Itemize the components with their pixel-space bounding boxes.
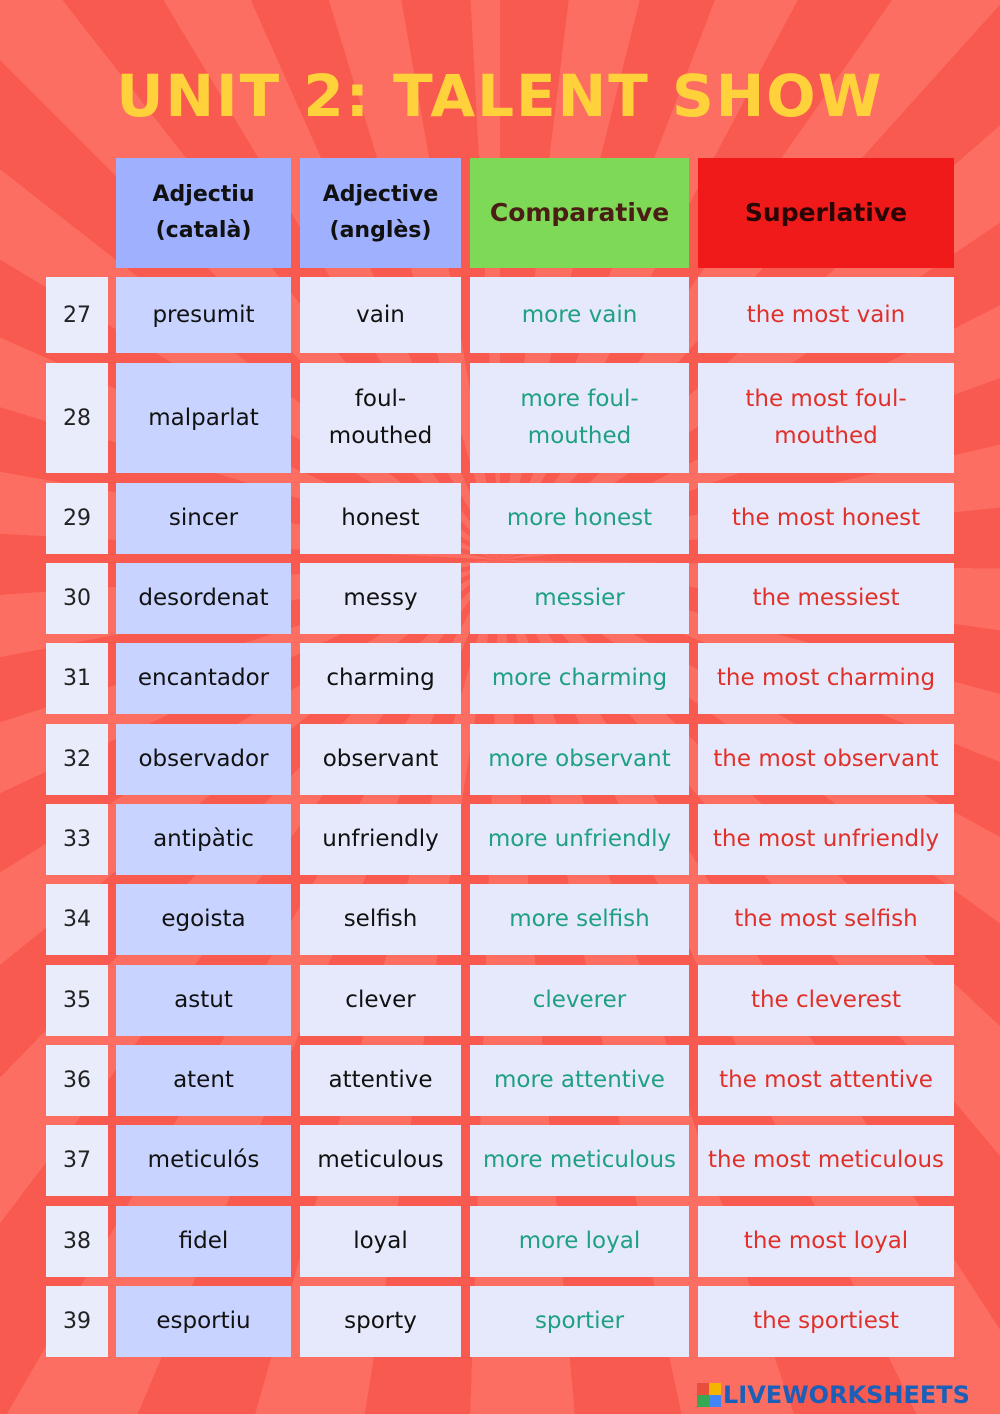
cell-num: 39 xyxy=(46,1286,108,1357)
cell-comparative: more foul-mouthed xyxy=(470,363,689,473)
cell-comparative: more loyal xyxy=(470,1206,689,1277)
cell-catalan: esportiu xyxy=(116,1286,291,1357)
cell-num: 31 xyxy=(46,643,108,714)
cell-catalan: antipàtic xyxy=(116,804,291,875)
cell-comparative: more observant xyxy=(470,724,689,795)
cell-superlative: the sportiest xyxy=(698,1286,954,1357)
cell-comparative: more charming xyxy=(470,643,689,714)
cell-comparative: more vain xyxy=(470,277,689,353)
cell-superlative: the most meticulous xyxy=(698,1125,954,1196)
cell-superlative: the most observant xyxy=(698,724,954,795)
cell-catalan: desordenat xyxy=(116,563,291,634)
cell-english: observant xyxy=(300,724,461,795)
brand-text: LIVEWORKSHEETS xyxy=(723,1381,970,1409)
header-english-line2: (anglès) xyxy=(329,218,432,243)
cell-superlative: the most attentive xyxy=(698,1045,954,1116)
cell-catalan: astut xyxy=(116,965,291,1036)
cell-comparative: messier xyxy=(470,563,689,634)
cell-num: 28 xyxy=(46,363,108,473)
cell-num: 32 xyxy=(46,724,108,795)
cell-catalan: malparlat xyxy=(116,363,291,473)
cell-english: clever xyxy=(300,965,461,1036)
cell-catalan: observador xyxy=(116,724,291,795)
cell-superlative: the most foul-mouthed xyxy=(698,363,954,473)
cell-num: 38 xyxy=(46,1206,108,1277)
cell-english: foul-mouthed xyxy=(300,363,461,473)
cell-num: 27 xyxy=(46,277,108,353)
cell-comparative: more attentive xyxy=(470,1045,689,1116)
cell-superlative: the most loyal xyxy=(698,1206,954,1277)
cell-english: attentive xyxy=(300,1045,461,1116)
cell-num: 29 xyxy=(46,483,108,554)
cell-comparative: more unfriendly xyxy=(470,804,689,875)
liveworksheets-logo-icon xyxy=(697,1383,721,1407)
cell-superlative: the most vain xyxy=(698,277,954,353)
cell-catalan: egoista xyxy=(116,884,291,955)
cell-catalan: encantador xyxy=(116,643,291,714)
cell-num: 36 xyxy=(46,1045,108,1116)
cell-catalan: presumit xyxy=(116,277,291,353)
cell-english: loyal xyxy=(300,1206,461,1277)
header-english xyxy=(300,158,461,268)
cell-superlative: the cleverest xyxy=(698,965,954,1036)
cell-english: sporty xyxy=(300,1286,461,1357)
cell-comparative: more honest xyxy=(470,483,689,554)
cell-superlative: the messiest xyxy=(698,563,954,634)
cell-english: honest xyxy=(300,483,461,554)
cell-english: meticulous xyxy=(300,1125,461,1196)
page-title: UNIT 2: TALENT SHOW xyxy=(116,62,884,130)
cell-comparative: more selfish xyxy=(470,884,689,955)
cell-english: unfriendly xyxy=(300,804,461,875)
cell-num: 30 xyxy=(46,563,108,634)
header-catalan-line1: Adjectiu xyxy=(152,182,255,207)
cell-comparative: more meticulous xyxy=(470,1125,689,1196)
cell-english: selfish xyxy=(300,884,461,955)
cell-catalan: fidel xyxy=(116,1206,291,1277)
cell-num: 37 xyxy=(46,1125,108,1196)
cell-num: 35 xyxy=(46,965,108,1036)
header-comparative: Comparative xyxy=(470,158,689,268)
cell-comparative: sportier xyxy=(470,1286,689,1357)
cell-superlative: the most honest xyxy=(698,483,954,554)
cell-catalan: sincer xyxy=(116,483,291,554)
header-english-line1: Adjective xyxy=(322,182,439,207)
cell-num: 34 xyxy=(46,884,108,955)
cell-english: charming xyxy=(300,643,461,714)
cell-superlative: the most selfish xyxy=(698,884,954,955)
header-catalan xyxy=(116,158,291,268)
cell-english: vain xyxy=(300,277,461,353)
cell-catalan: meticulós xyxy=(116,1125,291,1196)
header-catalan-line2: (català) xyxy=(155,218,252,243)
cell-english: messy xyxy=(300,563,461,634)
cell-num: 33 xyxy=(46,804,108,875)
liveworksheets-brand xyxy=(697,1380,970,1410)
header-superlative: Superlative xyxy=(698,158,954,268)
cell-catalan: atent xyxy=(116,1045,291,1116)
cell-superlative: the most charming xyxy=(698,643,954,714)
cell-superlative: the most unfriendly xyxy=(698,804,954,875)
cell-comparative: cleverer xyxy=(470,965,689,1036)
